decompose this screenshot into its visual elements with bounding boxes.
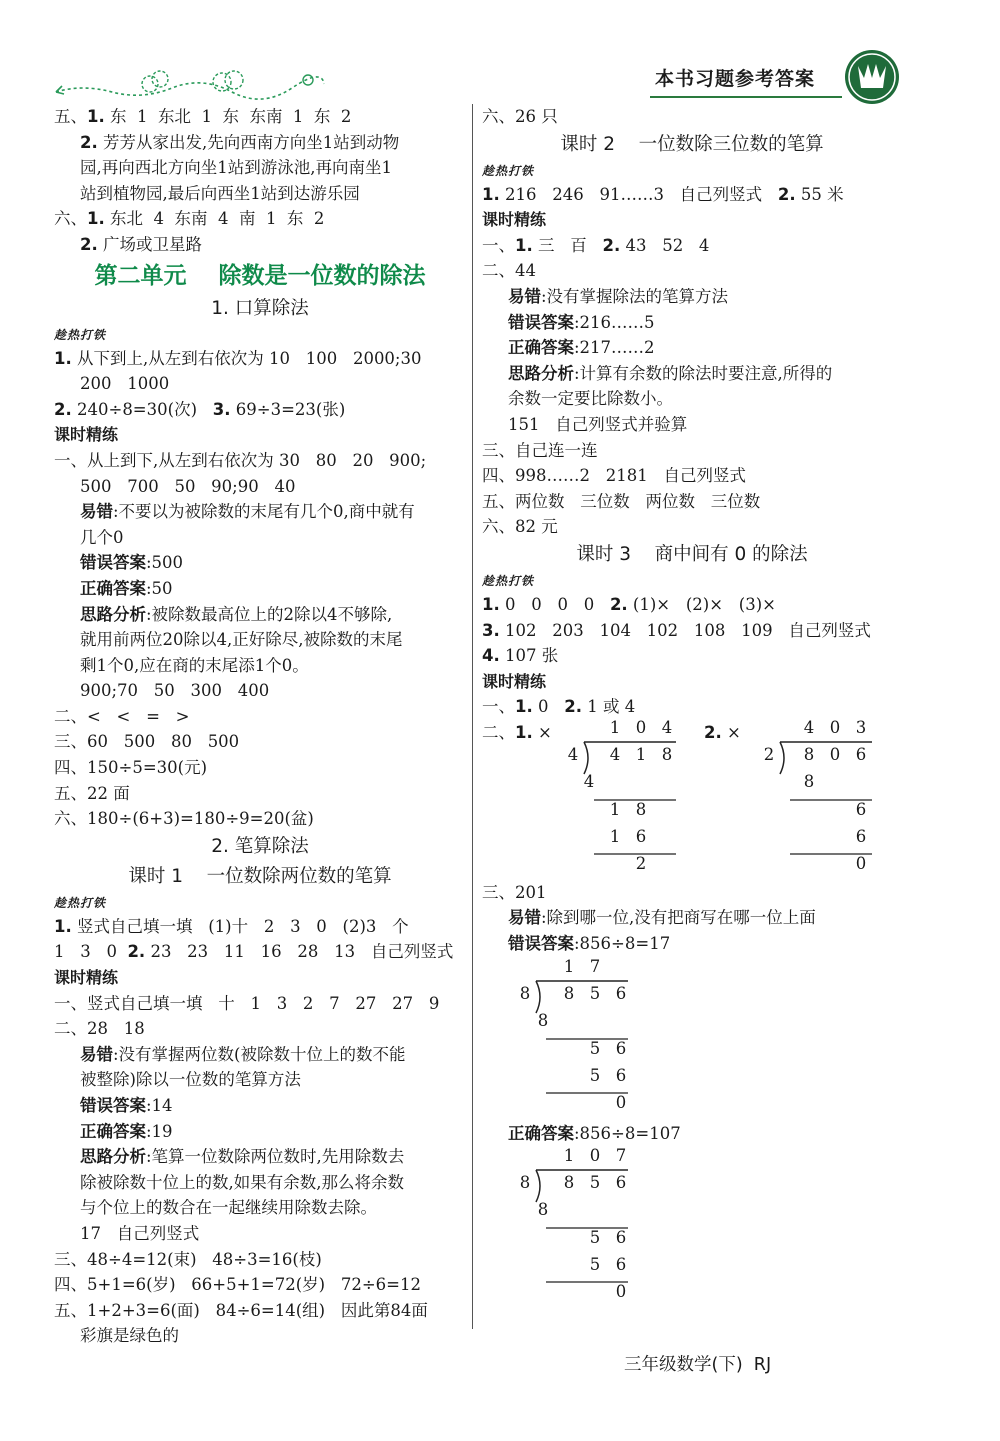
quotient-digit: 0 — [635, 717, 647, 737]
text: 43 52 4 — [620, 235, 710, 255]
lesson-heading: 课时 1 一位数除两位数的笔算 — [128, 865, 392, 887]
text: 就用前两位20除以4,正好除尽,被除数的末尾 — [80, 630, 403, 650]
dividend-digit: 8 — [661, 744, 673, 764]
remainder: 0 — [855, 853, 867, 873]
line — [54, 1067, 466, 1093]
divisor: 8 — [519, 983, 531, 1003]
num: 4. — [482, 646, 500, 666]
line — [54, 678, 466, 704]
dividend-digit: 5 — [589, 1173, 601, 1193]
line — [54, 155, 466, 181]
text: :除到哪一位,没有把商写在哪一位上面 — [541, 908, 816, 928]
line — [54, 627, 466, 653]
text: 二、< < = > — [54, 706, 190, 726]
line — [54, 1093, 466, 1119]
category-label: 课时精练 — [482, 671, 547, 691]
text: 从下到上,从左到右依次为 10 100 2000;30 — [71, 348, 422, 368]
text: 240÷8=30(次) — [71, 399, 213, 419]
line — [482, 720, 552, 746]
text: :856÷8=17 — [574, 934, 671, 954]
line — [482, 694, 902, 720]
divisor: 8 — [519, 1173, 531, 1193]
text: 一、从上到下,从左到右依次为 30 80 20 900; — [54, 450, 427, 470]
num: 2. — [127, 942, 146, 962]
text: 六、 — [54, 209, 87, 229]
line — [54, 499, 466, 525]
text: 五、两位数 三位数 两位数 三位数 — [482, 491, 761, 511]
long-division-row — [482, 717, 902, 873]
quotient-digit: 3 — [855, 717, 867, 737]
text: 900;70 50 300 400 — [80, 681, 270, 701]
term: 错误答案 — [508, 934, 574, 954]
text: 三、自己连一连 — [482, 440, 598, 460]
quotient-digit: 1 — [563, 956, 575, 976]
category-label: 课时精练 — [482, 210, 547, 230]
line — [482, 284, 902, 310]
num: 2. — [602, 235, 621, 255]
step-digit: 6 — [615, 1228, 627, 1248]
line — [482, 618, 902, 644]
dividend-digit: 8 — [803, 744, 815, 764]
num: 1. — [87, 107, 105, 126]
line — [54, 181, 466, 207]
header-underline — [650, 96, 842, 98]
dividend-digit: 1 — [635, 744, 647, 764]
text: 五、22 面 — [54, 783, 130, 803]
step-digit: 6 — [615, 1065, 627, 1085]
section-heading: 2. 笔算除法 — [211, 835, 309, 857]
dividend-digit: 6 — [855, 744, 867, 764]
num: 3. — [482, 620, 500, 640]
line — [54, 397, 466, 423]
line — [54, 1272, 466, 1298]
num: 1. — [54, 916, 72, 936]
line — [54, 1144, 466, 1170]
text: 与个位上的数合在一起继续用除数去除。 — [80, 1198, 377, 1218]
term: 错误答案 — [80, 1096, 146, 1115]
long-division-1 — [564, 717, 684, 873]
num: 2. — [80, 132, 98, 152]
step-digit: 6 — [615, 1255, 627, 1275]
remainder: 0 — [615, 1282, 627, 1302]
text: 0 0 0 0 — [499, 594, 610, 614]
spacer — [482, 860, 902, 880]
dividend-digit: 8 — [563, 983, 575, 1003]
text: :没有掌握除法的笔算方法 — [541, 286, 729, 306]
text: :笔算一位数除两位数时,先用除数去 — [146, 1147, 405, 1167]
text: 一、 — [482, 235, 515, 255]
line — [482, 104, 902, 130]
line — [482, 1121, 902, 1147]
category-label: 课时精练 — [54, 968, 119, 988]
dividend-digit: 5 — [589, 983, 601, 1003]
logo-icon — [843, 48, 901, 106]
dividend-digit: 0 — [829, 744, 841, 764]
text: 216 246 91……3 自己列竖式 — [499, 184, 778, 204]
text: 二、 — [482, 722, 515, 742]
step-digit: 8 — [537, 1010, 549, 1030]
text: :不要以为被除数的末尾有几个0,商中就有 — [113, 502, 415, 522]
line — [54, 704, 466, 730]
lesson-heading: 课时 3 商中间有 0 的除法 — [576, 543, 808, 565]
header-title: 本书习题参考答案 — [655, 68, 816, 90]
term: 易错 — [80, 1044, 113, 1064]
practice-label: 趁热打铁 — [482, 573, 535, 588]
num: 2. — [564, 697, 582, 717]
text: :50 — [146, 578, 173, 598]
text: 二、44 — [482, 261, 536, 281]
num: 3. — [212, 399, 231, 419]
step-digit: 8 — [537, 1200, 549, 1220]
practice-label: 趁热打铁 — [482, 163, 535, 178]
text: (1)× (2)× (3)× — [627, 594, 776, 614]
divisor: 2 — [763, 744, 775, 764]
text: 200 1000 — [80, 374, 170, 394]
quotient-digit: 4 — [661, 717, 673, 737]
quotient-digit: 0 — [589, 1146, 601, 1166]
quotient-digit: 7 — [589, 956, 601, 976]
text: :被除数最高位上的2除以4不够除, — [146, 604, 393, 624]
quotient-digit: 1 — [609, 717, 621, 737]
text: :500 — [146, 553, 184, 573]
text: 四、5+1=6(岁) 66+5+1=72(岁) 72÷6=12 — [54, 1275, 421, 1295]
term: 正确答案 — [80, 1121, 146, 1141]
step-digit: 6 — [615, 1038, 627, 1058]
text: :217……2 — [574, 338, 655, 358]
line — [54, 729, 466, 755]
line — [54, 525, 466, 551]
step-digit: 4 — [583, 771, 595, 791]
text: 芳芳从家出发,先向西南方向坐1站到动物 — [97, 132, 400, 152]
term: 思路分析 — [80, 1147, 146, 1167]
text: 几个0 — [80, 527, 124, 547]
long-division-3 — [516, 957, 636, 1121]
line — [54, 1042, 466, 1068]
term: 思路分析 — [508, 363, 574, 383]
quotient-digit: 4 — [803, 717, 815, 737]
line — [54, 939, 466, 965]
line — [54, 755, 466, 781]
term: 易错 — [508, 286, 541, 306]
column-divider — [472, 104, 473, 1329]
line — [482, 412, 902, 438]
divisor: 4 — [567, 744, 579, 764]
long-division-4 — [516, 1146, 636, 1310]
unit-heading: 第二单元 除数是一位数的除法 — [94, 262, 426, 289]
dividend-digit: 4 — [609, 744, 621, 764]
text: 0 — [532, 697, 565, 717]
text: 102 203 104 102 108 109 自己列竖式 — [499, 620, 871, 640]
step-digit: 6 — [855, 826, 867, 846]
num: 1. — [515, 235, 533, 255]
term: 错误答案 — [80, 553, 146, 573]
remainder: 2 — [635, 853, 647, 873]
line — [482, 386, 902, 412]
line — [54, 1119, 466, 1145]
practice-label: 趁热打铁 — [54, 327, 107, 342]
text: 余数一定要比除数小。 — [508, 389, 673, 409]
num: 1. — [515, 697, 533, 717]
text: 三、201 — [482, 882, 547, 902]
section-heading: 1. 口算除法 — [211, 297, 309, 319]
line — [54, 1298, 466, 1324]
text: 69÷3=23(张) — [230, 399, 346, 419]
step-digit: 6 — [635, 826, 647, 846]
line — [482, 463, 902, 489]
long-division-2 — [760, 717, 880, 873]
lesson-heading: 课时 2 一位数除三位数的笔算 — [560, 133, 824, 155]
text: 三 百 — [532, 235, 603, 255]
text: × — [721, 722, 741, 742]
num: 2. — [54, 399, 72, 419]
page-footer — [624, 1351, 771, 1376]
dividend-digit: 6 — [615, 983, 627, 1003]
line — [54, 550, 466, 576]
step-digit: 5 — [589, 1065, 601, 1085]
num: 1. — [515, 722, 533, 742]
text: 四、150÷5=30(元) — [54, 758, 208, 778]
line — [54, 1195, 466, 1221]
num: 1. — [87, 209, 105, 229]
line — [482, 182, 902, 208]
line — [54, 781, 466, 807]
text: 园,再向西北方向坐1站到游泳池,再向南坐1 — [80, 158, 392, 178]
text: 四、998……2 2181 自己列竖式 — [482, 466, 746, 486]
text: :14 — [146, 1096, 173, 1115]
term: 思路分析 — [80, 604, 146, 624]
step-digit: 1 — [609, 826, 621, 846]
dividend-digit: 6 — [615, 1173, 627, 1193]
step-digit: 5 — [589, 1228, 601, 1248]
num: 2. — [609, 594, 628, 614]
line — [54, 371, 466, 397]
text: :没有掌握两位数(被除数十位上的数不能 — [113, 1044, 406, 1064]
text: 六、82 元 — [482, 517, 558, 537]
remainder: 0 — [615, 1092, 627, 1112]
practice-label: 趁热打铁 — [54, 895, 107, 910]
line — [54, 232, 466, 258]
num: 1. — [54, 348, 72, 368]
term: 易错 — [80, 502, 113, 522]
line — [482, 592, 902, 618]
line — [482, 233, 902, 259]
text: 23 23 11 16 28 13 自己列竖式 — [145, 942, 454, 962]
text: 彩旗是绿色的 — [80, 1326, 179, 1346]
line — [54, 653, 466, 679]
line — [54, 806, 466, 832]
term: 错误答案 — [508, 312, 574, 332]
term: 正确答案 — [508, 1123, 574, 1143]
line — [704, 720, 741, 746]
text: :216……5 — [574, 312, 655, 332]
text: 剩1个0,应在商的末尾添1个0。 — [80, 655, 309, 675]
text: 一、 — [482, 697, 515, 717]
text: :计算有余数的除法时要注意,所得的 — [574, 363, 833, 383]
line — [482, 905, 902, 931]
text: 东 1 东北 1 东 东南 1 东 2 — [104, 107, 352, 126]
text: 107 张 — [499, 646, 559, 666]
line — [54, 1221, 466, 1247]
swirl-decoration — [52, 62, 332, 100]
text: 除被除数十位上的数,如果有余数,那么将余数 — [80, 1172, 404, 1192]
line — [54, 206, 466, 232]
text: 广场或卫星路 — [97, 234, 202, 254]
text: 六、180÷(6+3)=180÷9=20(盆) — [54, 809, 314, 829]
text: 五、1+2+3=6(面) 84÷6=14(组) 因此第84面 — [54, 1300, 428, 1320]
num: 1. — [482, 184, 500, 204]
text: 1 3 0 — [54, 942, 128, 962]
line — [482, 310, 902, 336]
line — [54, 576, 466, 602]
num: 1. — [482, 594, 500, 614]
text: 竖式自己填一填 (1)十 2 3 0 (2)3 个 — [71, 916, 409, 936]
line — [482, 361, 902, 387]
text: :19 — [146, 1121, 173, 1141]
num: 2. — [80, 234, 98, 254]
quotient-digit: 0 — [829, 717, 841, 737]
line — [482, 514, 902, 540]
step-digit: 8 — [803, 771, 815, 791]
line — [54, 991, 466, 1017]
line — [54, 1323, 466, 1349]
term: 正确答案 — [80, 578, 146, 598]
line — [54, 1247, 466, 1273]
step-digit: 5 — [589, 1038, 601, 1058]
text: :856÷8=107 — [574, 1123, 681, 1143]
text: 东北 4 东南 4 南 1 东 2 — [104, 209, 325, 229]
text: 500 700 50 90;90 40 — [80, 476, 296, 496]
category-label: 课时精练 — [54, 425, 119, 445]
text: 六、26 只 — [482, 107, 558, 126]
line — [54, 130, 466, 156]
line — [54, 1170, 466, 1196]
line — [54, 474, 466, 500]
line — [482, 880, 902, 906]
quotient-digit: 7 — [615, 1146, 627, 1166]
text: 1 或 4 — [581, 697, 636, 717]
line — [482, 643, 902, 669]
text: × — [532, 722, 552, 742]
line — [54, 346, 466, 372]
text: 三、48÷4=12(束) 48÷3=16(枝) — [54, 1249, 322, 1269]
line — [482, 489, 902, 515]
line — [482, 258, 902, 284]
right-column — [482, 104, 902, 1310]
line — [482, 931, 902, 957]
line — [482, 335, 902, 361]
line — [54, 602, 466, 628]
left-column — [54, 104, 466, 1349]
text: 五、 — [54, 107, 87, 126]
text: 151 自己列竖式并验算 — [508, 414, 688, 434]
line — [482, 438, 902, 464]
term: 正确答案 — [508, 338, 574, 358]
text: 站到植物园,最后向西坐1站到达游乐园 — [80, 183, 360, 203]
footer-grade: 三年级数学(下) — [624, 1355, 743, 1375]
text: 被整除)除以一位数的笔算方法 — [80, 1070, 301, 1090]
term: 易错 — [508, 908, 541, 928]
line — [54, 1016, 466, 1042]
num: 2. — [777, 184, 796, 204]
text: 17 自己列竖式 — [80, 1223, 200, 1243]
step-digit: 1 — [609, 799, 621, 819]
line — [54, 448, 466, 474]
text: 二、28 18 — [54, 1019, 145, 1039]
text: 55 米 — [795, 184, 844, 204]
text: 一、竖式自己填一填 十 1 3 2 7 27 27 9 — [54, 993, 440, 1013]
step-digit: 8 — [635, 799, 647, 819]
text: 三、60 500 80 500 — [54, 732, 240, 752]
step-digit: 5 — [589, 1255, 601, 1275]
line — [54, 914, 466, 940]
line — [54, 104, 466, 130]
footer-code: RJ — [753, 1355, 772, 1375]
num: 2. — [704, 722, 722, 742]
quotient-digit: 1 — [563, 1146, 575, 1166]
step-digit: 6 — [855, 799, 867, 819]
dividend-digit: 8 — [563, 1173, 575, 1193]
